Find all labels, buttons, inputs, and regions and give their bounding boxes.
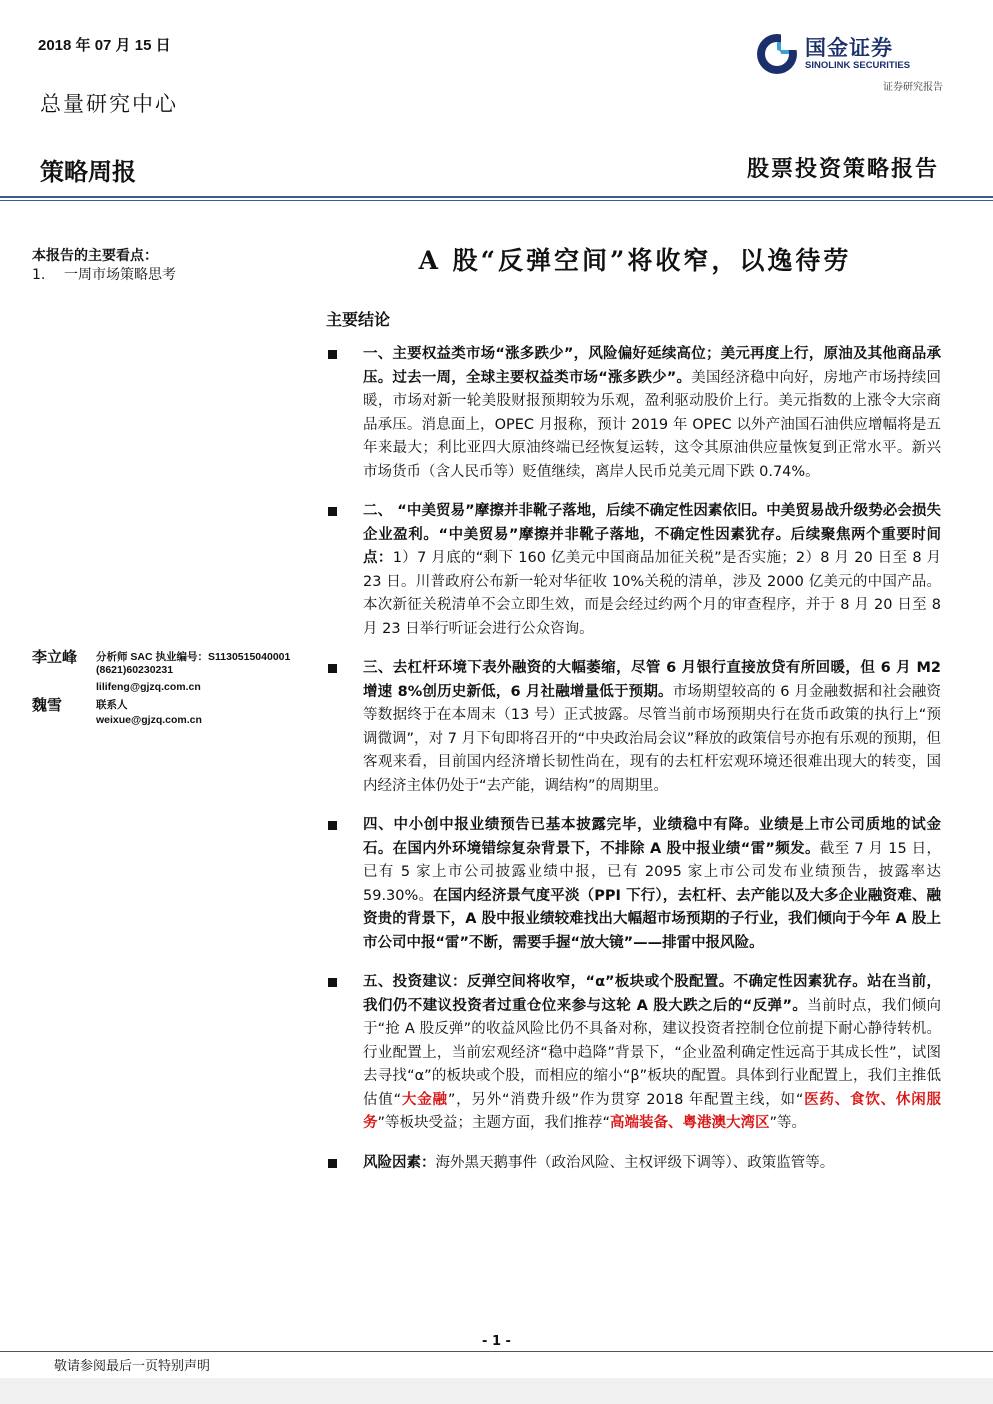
highlight-text: 医药、食饮、休闲服务 [363, 1091, 942, 1131]
logo-english-name: SINOLINK SECURITIES [805, 60, 911, 71]
square-bullet-icon [328, 821, 337, 830]
report-title: A 股“反弹空间”将收窄，以逸待劳 [418, 246, 852, 275]
page-number: - 1 - [482, 1334, 511, 1349]
body-text: 美国经济稳中向好，房地产市场持续回暖，市场对新一轮美股财报预期较为乐观，盈利驱动股价上行。美元指数的上涨令大宗商品承压。消息面上，OPEC 月报称，预计 2019 年 OPEC 以外产油国石油供应增幅将是五年来最大；利比亚四大原油终端已经恢复运转，这令其原油供应量恢复到正常水平。新兴市场货币（含人民币等）贬值继续，离岸人民币兑美元周下跌 0.74%。 [363, 369, 942, 480]
analyst-email: lilifeng@gjzq.com.cn [96, 681, 201, 693]
square-bullet-icon [328, 1159, 337, 1168]
analyst-name: 李立峰 [32, 648, 78, 666]
report-category: 股票投资策略报告 [746, 156, 939, 182]
sinolink-logo-icon [755, 32, 799, 76]
bold-text: 一、主要权益类市场“涨多跌少”，风险偏好延续高位；美元再度上行，原油及其他商品承压。过去一周，全球主要权益类市场“涨多跌少”。 [363, 346, 941, 386]
footer-disclaimer: 敬请参阅最后一页特别声明 [54, 1359, 211, 1374]
conclusion-bullet [326, 343, 941, 484]
highlight-text: 大金融 [401, 1091, 448, 1108]
highlights-title: 本报告的主要看点： [32, 248, 158, 264]
square-bullet-icon [328, 507, 337, 516]
body-text: ”等板块受益；主题方面，我们推荐“ [377, 1115, 611, 1131]
square-bullet-icon [328, 350, 337, 359]
bottom-strip [0, 1378, 993, 1404]
analyst-sac-id: 分析师 SAC 执业编号：S1130515040001 [96, 651, 291, 663]
footer-rule [0, 1351, 993, 1352]
conclusion-list [326, 343, 941, 1175]
body-text: ”，另外“消费升级”作为贯穿 2018 年配置主线，如“ [447, 1091, 804, 1108]
section-heading: 主要结论 [326, 310, 391, 329]
body-text: 截至 7 月 15 日，已有 5 家上市公司披露业绩中报，已有 2095 家上市公司发布业绩预告，披露率达 59.30%。 [363, 840, 941, 904]
department-name: 总量研究中心 [40, 92, 178, 116]
bold-text: 三、去杠杆环境下表外融资的大幅萎缩，尽管 6 月银行直接放贷有所回暖，但 6 月 M2 增速 8%创历史新低，6 月社融增量低于预期。 [363, 660, 941, 700]
analyst-phone: (8621)60230231 [96, 664, 174, 676]
body-text: 市场期望较高的 6 月金融数据和社会融资等数据终于在本周末（13 号）正式披露。尽管当前市场预期央行在货币政策的执行上“预调微调”，对 7 月下旬即将召开的“中央政治局会议”释放的政策信号亦抱有乐观的预期，但客观来看，目前国内经济增长韧性尚在，现有的去杠杆宏观环境还很难出现大的转变，国内经济主体仍处于“去产能，调结构”的周期里。 [363, 683, 941, 794]
body-text: 1）7 月底的“剩下 160 亿美元中国商品加征关税”是否实施；2）8 月 20 日至 8 月 23 日。川普政府公布新一轮对华征收 10%关税的清单，涉及 2000 亿美元的中国产品。本次新征关税清单不会立即生效，而是会经过约两个月的审查程序，并于 8 月 20 日至 8 月 23 日举行听证会进行公众咨询。 [363, 550, 941, 637]
bullet-gap [326, 1136, 941, 1152]
bullet-gap [326, 484, 941, 500]
analyst-info [96, 651, 290, 694]
conclusion-bullet [326, 500, 941, 641]
header-rule-thin [0, 200, 993, 201]
square-bullet-icon [328, 978, 337, 987]
highlight-item-number: 1. [32, 267, 46, 283]
bullet-gap [326, 641, 941, 657]
report-type: 策略周报 [40, 158, 136, 186]
conclusion-bullet [326, 814, 941, 955]
logo-chinese-name: 国金证券 [805, 36, 893, 60]
contact-name: 魏雪 [32, 696, 63, 714]
body-text: 海外黑天鹅事件（政治风险、主权评级下调等）、政策监管等。 [435, 1154, 835, 1171]
conclusion-bullet [326, 971, 941, 1136]
bullet-gap [326, 798, 941, 814]
conclusion-bullet [326, 1152, 941, 1176]
highlight-item-text: 一周市场策略思考 [64, 267, 176, 283]
bold-text: 五、投资建议：反弹空间将收窄，“α”板块或个股配置。不确定性因素犹存。站在当前，我们仍不建议投资者过重仓位来参与这轮 A 股大跌之后的“反弹”。 [363, 974, 941, 1014]
contact-email: weixue@gjzq.com.cn [96, 714, 202, 726]
body-text: 当前时点，我们倾向于“抢 A 股反弹”的收益风险比仍不具备对称，建议投资者控制仓位前提下耐心静待转机。行业配置上，当前宏观经济“稳中趋降”背景下，“企业盈利确定性远高于其成长性”，试图去寻找“α”的板块或个股，而相应的缩小“β”板块的配置。具体到行业配置上，我们主推低估值“ [363, 997, 941, 1108]
highlight-text: 高端装备、粤港澳大湾区 [610, 1115, 770, 1131]
contact-role: 联系人 [96, 699, 128, 711]
contact-info [96, 699, 202, 727]
bold-text: 二、 “中美贸易”摩擦并非靴子落地，后续不确定性因素依旧。中美贸易战升级势必会损失企业盈利。“中美贸易”摩擦并非靴子落地，不确定性因素犹存。后续聚焦两个重要时间点： [363, 503, 941, 566]
bullet-gap [326, 955, 941, 971]
sinolink-logo [755, 30, 955, 82]
logo-subtitle: 证券研究报告 [883, 82, 943, 93]
bold-text: 四、中小创中报业绩预告已基本披露完毕，业绩稳中有降。业绩是上市公司质地的试金石。在国内外环境错综复杂背景下，不排除 A 股中报业绩“雷”频发。 [363, 817, 941, 857]
bold-text: 风险因素： [363, 1154, 436, 1171]
bold-text: 在国内经济景气度平淡（PPI 下行），去杠杆、去产能以及大多企业融资难、融资贵的背景下，A 股中报业绩较难找出大幅超市场预期的子行业，我们倾向于今年 A 股上市公司中报“雷”不断，需要手握“放大镜”——排雷中报风险。 [363, 887, 941, 951]
body-text: ”等。 [769, 1115, 807, 1131]
square-bullet-icon [328, 664, 337, 673]
conclusion-bullet [326, 657, 941, 798]
report-date: 2018 年 07 月 15 日 [38, 37, 171, 54]
highlight-item [32, 264, 176, 284]
header-rule [0, 196, 993, 198]
